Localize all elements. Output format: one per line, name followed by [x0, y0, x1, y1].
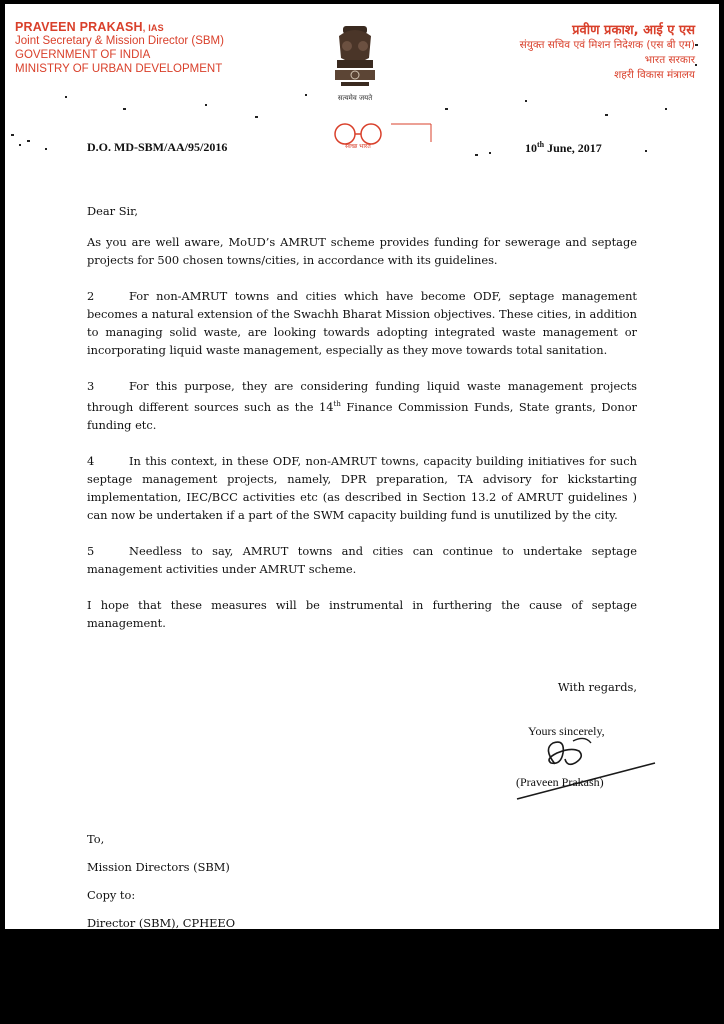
- addressees: [87, 825, 235, 929]
- officer-name: PRAVEEN PRAKASH, IAS: [15, 20, 164, 34]
- to-label: To,: [87, 832, 105, 846]
- handwritten-signature: [505, 729, 665, 809]
- letter-body: [87, 202, 637, 650]
- ministry-line-hindi: शहरी विकास मंत्रालय: [614, 69, 695, 81]
- logo-text: स्वच्छ भारत: [345, 143, 371, 150]
- paragraph-5: 5 Needless to say, AMRUT towns and cities can continue to undertake septage management activities under AMRUT scheme.: [87, 543, 637, 576]
- officer-name-hindi: प्रवीण प्रकाश, आई ए एस: [572, 23, 695, 38]
- officer-designation: Joint Secretary & Mission Director (SBM): [15, 35, 224, 47]
- paragraph-4: 4 In this context, in these ODF, non-AMRUT towns, capacity building initiatives for such septage management projects, namely, DPR preparation, TA advisory for kickstarting implementation, IEC/BCC activities etc (as described in Section 13.2 of AMRUT guidelines ) can now be undertaken if a part of the SWM capacity building fund is unutilized by the city.: [87, 453, 637, 522]
- signatory-name: (Praveen Prakash): [516, 775, 604, 789]
- paragraph-3: 3 For this purpose, they are considering funding liquid waste management projects through different sources such as the 14th Finance Commission Funds, State grants, Donor funding etc.: [87, 379, 638, 432]
- letterhead: [5, 4, 719, 164]
- paragraph-2: 2 For non-AMRUT towns and cities which have become ODF, septage management becomes a natural extension of the Swachh Bharat Mission objectives. These cities, in addition to managing solid waste, are looking towards adopting integrated waste management or incorporating liquid waste management, especially as they move towards total sanitation.: [87, 289, 637, 357]
- government-line-hindi: भारत सरकार: [644, 54, 695, 66]
- paragraph-1: As you are well aware, MoUD’s AMRUT scheme provides funding for sewerage and septage projects for 500 chosen towns/cities, in accordance with its guidelines.: [87, 235, 637, 267]
- copy-to-label: Copy to:: [87, 888, 136, 902]
- letter-page: [5, 4, 719, 929]
- reference-number: D.O. MD-SBM/AA/95/2016: [87, 140, 228, 154]
- officer-designation-hindi: संयुक्त सचिव एवं मिशन निदेशक (एस बी एम): [519, 39, 695, 51]
- closing-regards: With regards,: [557, 680, 637, 694]
- to-recipient: Mission Directors (SBM): [87, 860, 230, 874]
- ministry-line: MINISTRY OF URBAN DEVELOPMENT: [15, 63, 223, 75]
- paragraph-6: I hope that these measures will be instrumental in furthering the cause of septage management.: [87, 597, 637, 630]
- letter-date: 10th June, 2017: [525, 140, 602, 155]
- copy-recipient: Director (SBM), CPHEEO: [87, 916, 236, 929]
- emblem-caption: सत्यमेव जयते: [337, 94, 373, 102]
- government-line: GOVERNMENT OF INDIA: [15, 49, 151, 61]
- yours-sincerely: Yours sincerely,: [528, 724, 605, 738]
- salutation: Dear Sir,: [87, 204, 138, 218]
